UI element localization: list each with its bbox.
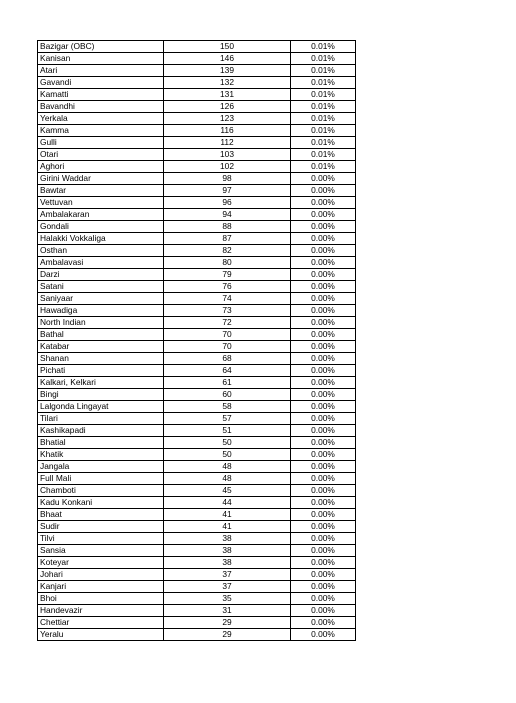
table-row <box>38 281 356 293</box>
population-count-cell: 50 <box>164 449 291 461</box>
table-row <box>38 569 356 581</box>
table-row <box>38 41 356 53</box>
population-count-cell: 48 <box>164 461 291 473</box>
caste-name-cell: Chamboti <box>38 485 164 497</box>
population-count-cell: 57 <box>164 413 291 425</box>
percentage-cell: 0.00% <box>291 629 356 641</box>
caste-name-cell: Tilari <box>38 413 164 425</box>
percentage-cell: 0.00% <box>291 233 356 245</box>
population-count-cell: 96 <box>164 197 291 209</box>
table-row <box>38 557 356 569</box>
caste-name-cell: Gondali <box>38 221 164 233</box>
caste-name-cell: Hawadiga <box>38 305 164 317</box>
population-count-cell: 38 <box>164 545 291 557</box>
percentage-cell: 0.00% <box>291 449 356 461</box>
percentage-cell: 0.00% <box>291 269 356 281</box>
caste-name-cell: Shanan <box>38 353 164 365</box>
caste-name-cell: Otari <box>38 149 164 161</box>
table-row <box>38 269 356 281</box>
population-count-cell: 60 <box>164 389 291 401</box>
table-row <box>38 353 356 365</box>
table-row <box>38 137 356 149</box>
percentage-cell: 0.00% <box>291 425 356 437</box>
population-count-cell: 50 <box>164 437 291 449</box>
caste-name-cell: Yeralu <box>38 629 164 641</box>
percentage-cell: 0.01% <box>291 89 356 101</box>
percentage-cell: 0.00% <box>291 257 356 269</box>
population-count-cell: 38 <box>164 533 291 545</box>
caste-name-cell: Koteyar <box>38 557 164 569</box>
caste-name-cell: Sansia <box>38 545 164 557</box>
population-count-cell: 41 <box>164 509 291 521</box>
percentage-cell: 0.01% <box>291 65 356 77</box>
table-row <box>38 365 356 377</box>
percentage-cell: 0.01% <box>291 137 356 149</box>
table-row <box>38 497 356 509</box>
percentage-cell: 0.00% <box>291 317 356 329</box>
table-row <box>38 473 356 485</box>
caste-name-cell: Ambalavasi <box>38 257 164 269</box>
population-count-cell: 61 <box>164 377 291 389</box>
caste-name-cell: Ambalakaran <box>38 209 164 221</box>
percentage-cell: 0.00% <box>291 221 356 233</box>
table-row <box>38 329 356 341</box>
population-count-cell: 38 <box>164 557 291 569</box>
percentage-cell: 0.00% <box>291 557 356 569</box>
population-count-cell: 150 <box>164 41 291 53</box>
population-count-cell: 116 <box>164 125 291 137</box>
percentage-cell: 0.00% <box>291 365 356 377</box>
percentage-cell: 0.00% <box>291 545 356 557</box>
percentage-cell: 0.00% <box>291 413 356 425</box>
caste-name-cell: Aghori <box>38 161 164 173</box>
population-count-cell: 29 <box>164 629 291 641</box>
caste-name-cell: North Indian <box>38 317 164 329</box>
percentage-cell: 0.00% <box>291 521 356 533</box>
caste-name-cell: Johari <box>38 569 164 581</box>
table-row <box>38 605 356 617</box>
population-count-cell: 31 <box>164 605 291 617</box>
caste-name-cell: Bawtar <box>38 185 164 197</box>
population-count-cell: 94 <box>164 209 291 221</box>
caste-name-cell: Atari <box>38 65 164 77</box>
percentage-cell: 0.00% <box>291 617 356 629</box>
table-row <box>38 593 356 605</box>
percentage-cell: 0.00% <box>291 593 356 605</box>
population-count-cell: 70 <box>164 341 291 353</box>
percentage-cell: 0.01% <box>291 101 356 113</box>
table-row <box>38 197 356 209</box>
caste-name-cell: Yerkala <box>38 113 164 125</box>
caste-name-cell: Bathal <box>38 329 164 341</box>
caste-name-cell: Bhatial <box>38 437 164 449</box>
caste-name-cell: Saniyaar <box>38 293 164 305</box>
percentage-cell: 0.00% <box>291 605 356 617</box>
table-row <box>38 233 356 245</box>
caste-name-cell: Kamma <box>38 125 164 137</box>
table-row <box>38 485 356 497</box>
percentage-cell: 0.01% <box>291 161 356 173</box>
table-row <box>38 293 356 305</box>
percentage-cell: 0.00% <box>291 293 356 305</box>
population-count-cell: 73 <box>164 305 291 317</box>
percentage-cell: 0.00% <box>291 341 356 353</box>
population-count-cell: 44 <box>164 497 291 509</box>
table-row <box>38 161 356 173</box>
percentage-cell: 0.01% <box>291 125 356 137</box>
table-row <box>38 89 356 101</box>
caste-name-cell: Osthan <box>38 245 164 257</box>
table-row <box>38 185 356 197</box>
caste-name-cell: Kamatti <box>38 89 164 101</box>
population-count-cell: 132 <box>164 77 291 89</box>
table-row <box>38 257 356 269</box>
percentage-cell: 0.00% <box>291 533 356 545</box>
table-row <box>38 425 356 437</box>
population-count-cell: 45 <box>164 485 291 497</box>
percentage-cell: 0.00% <box>291 245 356 257</box>
table-row <box>38 629 356 641</box>
table-row <box>38 173 356 185</box>
population-count-cell: 126 <box>164 101 291 113</box>
percentage-cell: 0.00% <box>291 389 356 401</box>
table-row <box>38 221 356 233</box>
percentage-cell: 0.00% <box>291 485 356 497</box>
table-row <box>38 77 356 89</box>
caste-name-cell: Kanisan <box>38 53 164 65</box>
caste-name-cell: Chettiar <box>38 617 164 629</box>
table-row <box>38 437 356 449</box>
population-count-cell: 87 <box>164 233 291 245</box>
percentage-cell: 0.00% <box>291 401 356 413</box>
population-count-cell: 51 <box>164 425 291 437</box>
population-count-cell: 79 <box>164 269 291 281</box>
caste-name-cell: Pichati <box>38 365 164 377</box>
population-count-cell: 102 <box>164 161 291 173</box>
table-row <box>38 533 356 545</box>
table-row <box>38 413 356 425</box>
percentage-cell: 0.00% <box>291 329 356 341</box>
population-count-cell: 29 <box>164 617 291 629</box>
percentage-cell: 0.00% <box>291 209 356 221</box>
caste-name-cell: Kadu Konkani <box>38 497 164 509</box>
percentage-cell: 0.00% <box>291 581 356 593</box>
population-count-cell: 76 <box>164 281 291 293</box>
caste-name-cell: Vettuvan <box>38 197 164 209</box>
table-row <box>38 149 356 161</box>
table-row <box>38 245 356 257</box>
percentage-cell: 0.00% <box>291 185 356 197</box>
table-row <box>38 449 356 461</box>
caste-name-cell: Tilvi <box>38 533 164 545</box>
population-count-cell: 72 <box>164 317 291 329</box>
caste-name-cell: Bazigar (OBC) <box>38 41 164 53</box>
population-count-cell: 37 <box>164 569 291 581</box>
percentage-cell: 0.00% <box>291 353 356 365</box>
population-count-cell: 70 <box>164 329 291 341</box>
table-row <box>38 521 356 533</box>
population-count-cell: 131 <box>164 89 291 101</box>
caste-name-cell: Katabar <box>38 341 164 353</box>
percentage-cell: 0.00% <box>291 461 356 473</box>
percentage-cell: 0.01% <box>291 149 356 161</box>
percentage-cell: 0.01% <box>291 53 356 65</box>
percentage-cell: 0.00% <box>291 473 356 485</box>
caste-name-cell: Kanjari <box>38 581 164 593</box>
caste-name-cell: Kashikapadi <box>38 425 164 437</box>
population-count-cell: 80 <box>164 257 291 269</box>
population-count-cell: 68 <box>164 353 291 365</box>
caste-name-cell: Handevazir <box>38 605 164 617</box>
caste-name-cell: Khatik <box>38 449 164 461</box>
population-count-cell: 139 <box>164 65 291 77</box>
caste-population-table <box>37 40 356 641</box>
population-count-cell: 123 <box>164 113 291 125</box>
population-count-cell: 82 <box>164 245 291 257</box>
percentage-cell: 0.00% <box>291 197 356 209</box>
caste-name-cell: Bhoi <box>38 593 164 605</box>
percentage-cell: 0.00% <box>291 305 356 317</box>
caste-name-cell: Bavandhi <box>38 101 164 113</box>
caste-name-cell: Bingi <box>38 389 164 401</box>
caste-name-cell: Bhaat <box>38 509 164 521</box>
table-row <box>38 545 356 557</box>
caste-name-cell: Satani <box>38 281 164 293</box>
population-count-cell: 146 <box>164 53 291 65</box>
table-row <box>38 65 356 77</box>
table-row <box>38 617 356 629</box>
caste-name-cell: Gavandi <box>38 77 164 89</box>
caste-name-cell: Full Mali <box>38 473 164 485</box>
table-row <box>38 317 356 329</box>
table-row <box>38 125 356 137</box>
caste-name-cell: Halakki Vokkaliga <box>38 233 164 245</box>
table-row <box>38 509 356 521</box>
caste-name-cell: Kalkari, Kelkari <box>38 377 164 389</box>
table-body <box>38 41 356 641</box>
population-count-cell: 35 <box>164 593 291 605</box>
table-row <box>38 389 356 401</box>
caste-name-cell: Lalgonda Lingayat <box>38 401 164 413</box>
percentage-cell: 0.00% <box>291 569 356 581</box>
population-count-cell: 48 <box>164 473 291 485</box>
population-count-cell: 58 <box>164 401 291 413</box>
population-count-cell: 98 <box>164 173 291 185</box>
percentage-cell: 0.01% <box>291 113 356 125</box>
table-row <box>38 341 356 353</box>
table-row <box>38 377 356 389</box>
population-count-cell: 37 <box>164 581 291 593</box>
percentage-cell: 0.00% <box>291 437 356 449</box>
population-count-cell: 88 <box>164 221 291 233</box>
percentage-cell: 0.01% <box>291 77 356 89</box>
percentage-cell: 0.00% <box>291 377 356 389</box>
table-row <box>38 113 356 125</box>
population-count-cell: 74 <box>164 293 291 305</box>
table-row <box>38 53 356 65</box>
percentage-cell: 0.00% <box>291 509 356 521</box>
percentage-cell: 0.01% <box>291 41 356 53</box>
table-row <box>38 461 356 473</box>
percentage-cell: 0.00% <box>291 281 356 293</box>
population-count-cell: 64 <box>164 365 291 377</box>
table-row <box>38 209 356 221</box>
caste-name-cell: Girini Waddar <box>38 173 164 185</box>
caste-name-cell: Jangala <box>38 461 164 473</box>
caste-name-cell: Sudir <box>38 521 164 533</box>
caste-name-cell: Gulli <box>38 137 164 149</box>
percentage-cell: 0.00% <box>291 497 356 509</box>
percentage-cell: 0.00% <box>291 173 356 185</box>
population-count-cell: 103 <box>164 149 291 161</box>
table-row <box>38 401 356 413</box>
table-row <box>38 101 356 113</box>
population-count-cell: 97 <box>164 185 291 197</box>
caste-name-cell: Darzi <box>38 269 164 281</box>
table-row <box>38 581 356 593</box>
table-row <box>38 305 356 317</box>
population-count-cell: 41 <box>164 521 291 533</box>
population-count-cell: 112 <box>164 137 291 149</box>
